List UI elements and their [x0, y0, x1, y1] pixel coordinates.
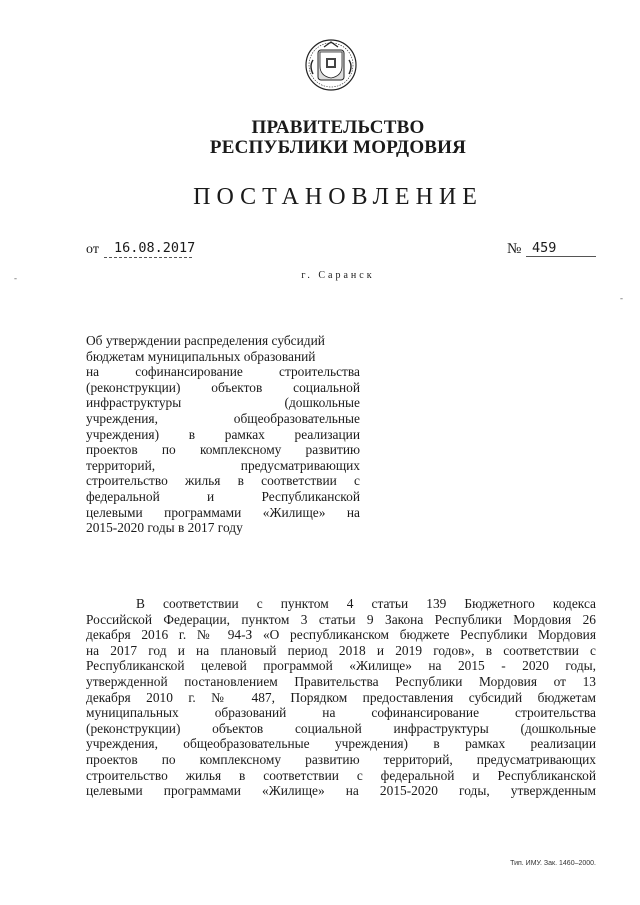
body-line: целевыми программами «Жилище» на 2015-2020 годы, утвержденным [86, 783, 596, 799]
document-date: 16.08.2017 [104, 240, 192, 258]
title-line: учреждения) в рамках реализации [86, 426, 360, 442]
body-line: декабря 2010 г. № 487, Порядком предоставления субсидий бюджетам [86, 689, 596, 705]
title-line: инфраструктуры (дошкольные [86, 395, 360, 411]
body-line: учреждения, общеобразовательные учреждения) в рамках реализации [86, 736, 596, 752]
body-line: В соответствии с пунктом 4 статьи 139 Бюджетного кодекса [136, 596, 596, 611]
body-line: утвержденной постановлением Правительства Республики Мордовия от 13 [86, 673, 596, 689]
title-line: на софинансирование строительства [86, 364, 360, 380]
title-line: строительство жилья в соответствии с [86, 473, 360, 489]
government-name-line2: РЕСПУБЛИКИ МОРДОВИЯ [209, 137, 467, 158]
body-line: Республиканской целевой программой «Жилище» на 2015 - 2020 годы, [86, 658, 596, 674]
body-line: (реконструкции) объектов социальной инфраструктуры (дошкольные [86, 720, 596, 736]
document-subject-title [86, 333, 360, 536]
title-line: Об утверждении распределения субсидий [86, 333, 325, 348]
scan-mark: - [620, 293, 623, 303]
title-line: целевыми программами «Жилище» на [86, 504, 360, 520]
title-line: территорий, предусматривающих [86, 457, 360, 473]
coat-of-arms-emblem [304, 38, 358, 92]
print-house-footer: Тип. ИМУ. Зак. 1460–2000. [510, 860, 596, 867]
body-line: муниципальных образований на софинансирование строительства [86, 705, 596, 721]
document-type-title: ПОСТАНОВЛЕНИЕ [193, 184, 483, 210]
document-number: 459 [526, 240, 596, 257]
title-line: федеральной и Республиканской [86, 488, 360, 504]
date-prefix: от [86, 242, 99, 257]
body-line: строительство жилья в соответствии с федеральной и Республиканской [86, 767, 596, 783]
body-line: Российской Федерации, пунктом 3 статьи 9 Закона Республики Мордовия 26 [86, 611, 596, 627]
body-line: на 2017 год и на плановый период 2018 и 2019 годов», в соответствии с [86, 642, 596, 658]
government-name-line1: ПРАВИТЕЛЬСТВО [251, 117, 425, 138]
city-name: г. Саранск [301, 270, 375, 281]
title-line: проектов по комплексному развитию [86, 442, 360, 458]
title-line: бюджетам муниципальных образований [86, 348, 316, 364]
body-line: декабря 2016 г. № 94-З «О республиканском бюджете Республики Мордовия [86, 627, 596, 643]
body-paragraph [86, 596, 596, 799]
title-line: учреждения, общеобразовательные [86, 410, 360, 426]
title-line: 2015-2020 годы в 2017 году [86, 520, 243, 536]
number-prefix: № [507, 241, 522, 257]
body-line: проектов по комплексному развитию территорий, предусматривающих [86, 751, 596, 767]
scan-mark: - [14, 273, 17, 283]
title-line: (реконструкции) объектов социальной [86, 379, 360, 395]
